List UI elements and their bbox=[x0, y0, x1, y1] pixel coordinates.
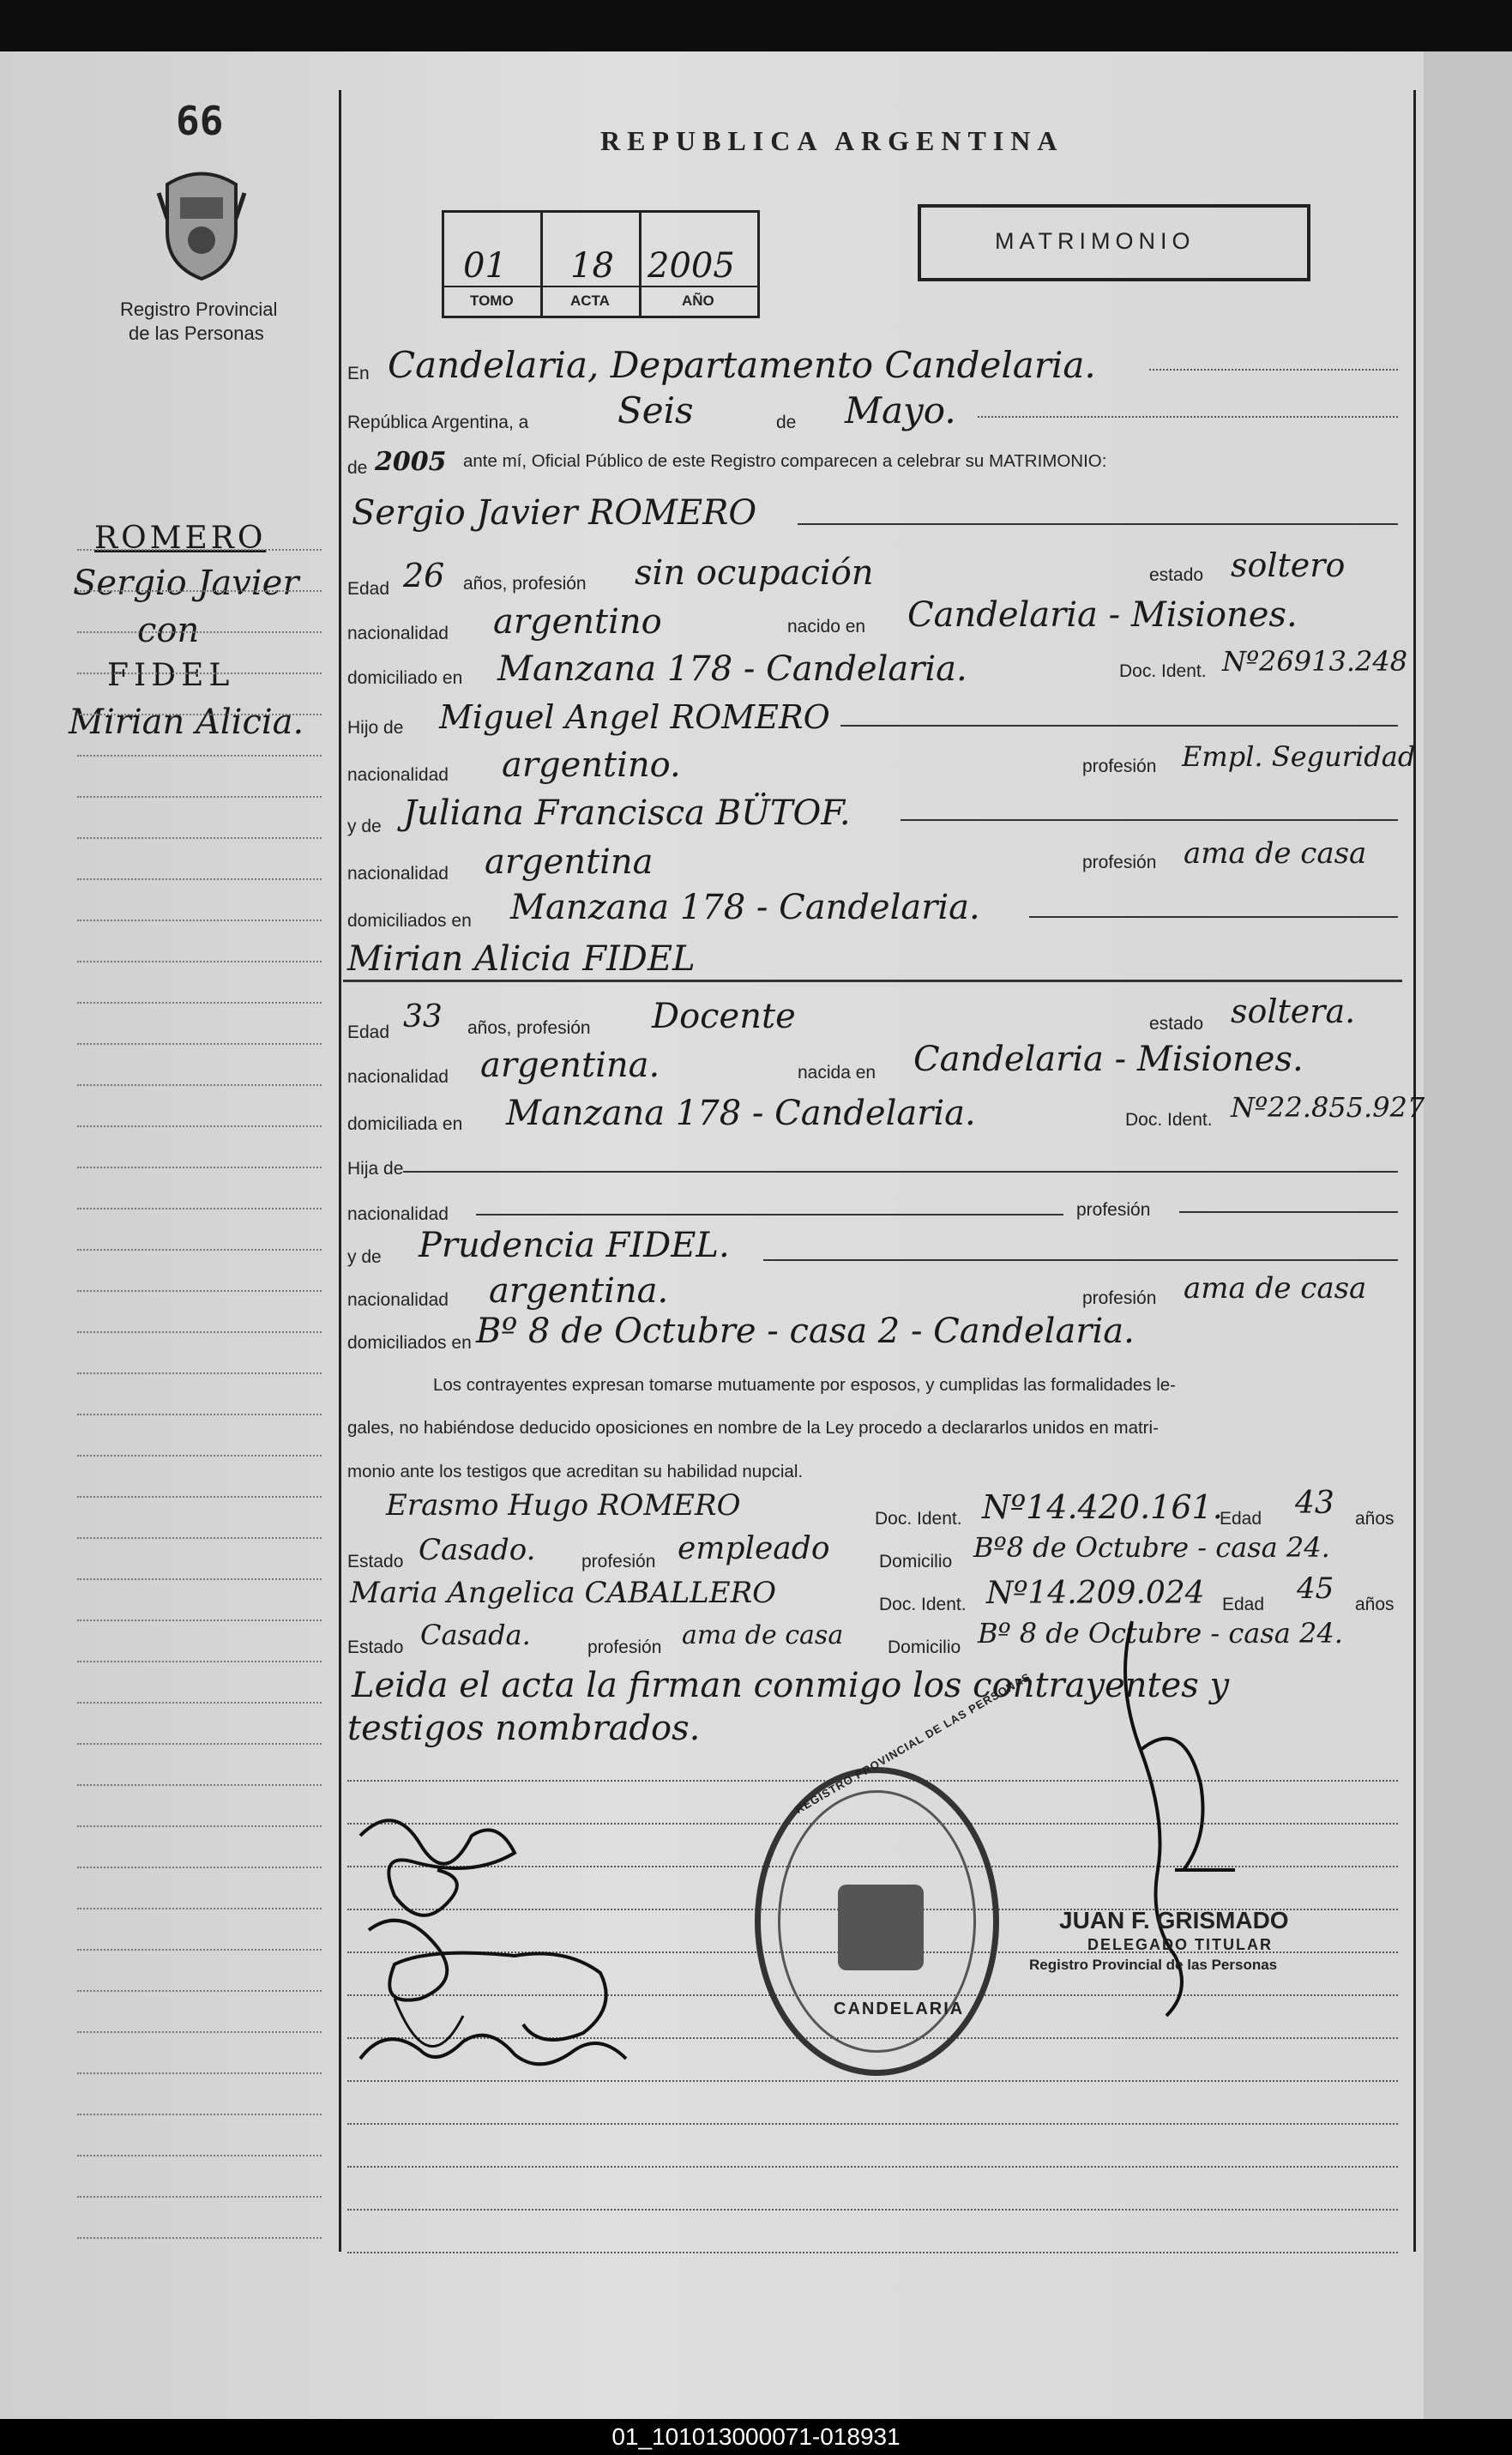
margin-connector: con bbox=[137, 611, 200, 650]
margin-ruled-line bbox=[77, 796, 322, 798]
label-en: En bbox=[347, 364, 370, 383]
anio-value: 2005 bbox=[648, 246, 735, 286]
margin-ruled-line bbox=[77, 631, 322, 633]
margin-ruled-line bbox=[77, 2155, 322, 2156]
witness2-status: Casada. bbox=[420, 1619, 531, 1651]
official-title: DELEGADO TITULAR bbox=[1087, 1936, 1273, 1953]
document-type: MATRIMONIO bbox=[995, 228, 1196, 254]
closing-line2: testigos nombrados. bbox=[347, 1709, 701, 1748]
label-domiciliado: domiciliado en bbox=[347, 668, 463, 688]
label-w2-estado: Estado bbox=[347, 1638, 404, 1657]
margin-surname-bride: FIDEL bbox=[107, 658, 235, 693]
margin-ruled-line bbox=[77, 837, 322, 839]
label-domiciliada: domiciliada en bbox=[347, 1114, 463, 1134]
margin-ruled-line bbox=[77, 1455, 322, 1457]
witness2-name: Maria Angelica CABALLERO bbox=[350, 1576, 777, 1610]
witness1-name: Erasmo Hugo ROMERO bbox=[386, 1488, 741, 1523]
groom-status: soltero bbox=[1231, 546, 1346, 584]
groom-parents-address: Manzana 178 - Candelaria. bbox=[510, 888, 980, 927]
body-ruled-line bbox=[347, 2123, 1398, 2125]
country-title: REPUBLICA ARGENTINA bbox=[600, 125, 1064, 156]
margin-ruled-line bbox=[77, 1002, 322, 1004]
declaration-line1: Los contrayentes expresan tomarse mutuamente por esposos, y cumplidas las formalidades le- bbox=[433, 1375, 1176, 1395]
bride-mother: Prudencia FIDEL. bbox=[419, 1226, 730, 1265]
bride-nationality: argentina. bbox=[480, 1046, 660, 1085]
seal-bottom-text: CANDELARIA bbox=[834, 2000, 965, 2018]
witness2-doc: Nº14.209.024 bbox=[986, 1576, 1205, 1611]
bride-age: 33 bbox=[403, 999, 443, 1034]
margin-ruled-line bbox=[77, 2072, 322, 2074]
margin-divider-line bbox=[339, 90, 341, 2252]
place-of-celebration: Candelaria, Departamento Candelaria. bbox=[388, 344, 1096, 386]
label-domiciliados: domiciliados en bbox=[347, 911, 472, 931]
body-ruled-line bbox=[347, 2209, 1398, 2211]
margin-ruled-line bbox=[77, 2237, 322, 2239]
body-ruled-line bbox=[347, 2252, 1398, 2253]
margin-ruled-line bbox=[77, 673, 322, 674]
label-nacido-en: nacido en bbox=[787, 617, 866, 636]
declaration-line2: gales, no habiéndose deducido oposiciones en nombre de la Ley procedo a declararlos unidos en matri- bbox=[347, 1418, 1159, 1438]
label-w2-anos: años bbox=[1355, 1595, 1395, 1614]
witness1-address: Bº8 de Octubre - casa 24. bbox=[973, 1531, 1330, 1564]
margin-ruled-line bbox=[77, 1249, 322, 1251]
signatures-contrayentes bbox=[343, 1801, 669, 2093]
official-seal bbox=[755, 1669, 1033, 2076]
seal-top-text: REGISTRO PROVINCIAL DE LAS PERSONAS bbox=[792, 1669, 1033, 1817]
margin-ruled-line bbox=[77, 1167, 322, 1168]
witness2-age: 45 bbox=[1297, 1571, 1334, 1606]
celebration-month: Mayo. bbox=[845, 389, 956, 431]
celebration-day: Seis bbox=[617, 389, 694, 431]
bride-profession: Docente bbox=[652, 997, 796, 1036]
label-republica: República Argentina, a bbox=[347, 413, 529, 432]
label-father-profession: profesión bbox=[1082, 757, 1157, 776]
margin-ruled-line bbox=[77, 2031, 322, 2033]
groom-address: Manzana 178 - Candelaria. bbox=[497, 649, 967, 689]
label-nacida-en: nacida en bbox=[798, 1063, 876, 1083]
label-bride-estado: estado bbox=[1149, 1014, 1204, 1034]
label-bride-doc: Doc. Ident. bbox=[1125, 1110, 1213, 1130]
groom-birthplace: Candelaria - Misiones. bbox=[907, 595, 1298, 635]
mother-nationality: argentina bbox=[485, 842, 654, 882]
label-w2-domicilio: Domicilio bbox=[888, 1638, 961, 1657]
label-doc: Doc. Ident. bbox=[1119, 661, 1207, 681]
label-w1-estado: Estado bbox=[347, 1552, 404, 1571]
margin-ruled-line bbox=[77, 2114, 322, 2115]
margin-ruled-line bbox=[77, 1043, 322, 1045]
label-hija: Hija de bbox=[347, 1159, 404, 1179]
margin-ruled-line bbox=[77, 590, 322, 592]
margin-ruled-line bbox=[77, 1867, 322, 1868]
margin-ruled-line bbox=[77, 1496, 322, 1498]
margin-ruled-line bbox=[77, 920, 322, 921]
registry-name-line2: de las Personas bbox=[129, 323, 264, 344]
declaration-line3: monio ante los testigos que acreditan su habilidad nupcial. bbox=[347, 1462, 804, 1481]
witness2-address: Bº 8 de Octubre - casa 24. bbox=[978, 1617, 1343, 1650]
tomo-label: TOMO bbox=[470, 293, 514, 309]
margin-ruled-line bbox=[77, 714, 322, 715]
margin-ruled-line bbox=[77, 1290, 322, 1292]
seal-emblem-icon bbox=[838, 1885, 924, 1970]
margin-ruled-line bbox=[77, 1661, 322, 1662]
body-ruled-line bbox=[347, 2166, 1398, 2168]
margin-ruled-line bbox=[77, 1949, 322, 1951]
label-bride-edad: Edad bbox=[347, 1022, 390, 1042]
acta-label: ACTA bbox=[570, 293, 610, 309]
register-page bbox=[0, 51, 1512, 2419]
registry-name-line1: Registro Provincial bbox=[120, 299, 278, 320]
label-bride-father-profession: profesión bbox=[1076, 1200, 1151, 1220]
witness1-status: Casado. bbox=[419, 1533, 536, 1567]
bride-birthplace: Candelaria - Misiones. bbox=[913, 1040, 1304, 1079]
margin-ruled-line bbox=[77, 1702, 322, 1704]
margin-ruled-line bbox=[77, 1414, 322, 1415]
label-bride-profesion: años, profesión bbox=[467, 1018, 591, 1038]
margin-name-bride: Mirian Alicia. bbox=[69, 703, 304, 742]
official-name: JUAN F. GRISMADO bbox=[1059, 1907, 1289, 1933]
label-bride-mother-nationality: nacionalidad bbox=[347, 1290, 449, 1310]
margin-ruled-line bbox=[77, 878, 322, 880]
margin-ruled-line bbox=[77, 1331, 322, 1333]
groom-profession: sin ocupación bbox=[635, 553, 874, 593]
bride-address: Manzana 178 - Candelaria. bbox=[506, 1094, 976, 1133]
anio-label: AÑO bbox=[682, 293, 714, 309]
groom-age: 26 bbox=[403, 557, 445, 594]
groom-nationality: argentino bbox=[493, 602, 662, 642]
official-office: Registro Provincial de las Personas bbox=[1029, 1957, 1278, 1973]
label-w2-doc: Doc. Ident. bbox=[879, 1595, 967, 1614]
witness1-doc: Nº14.420.161. bbox=[982, 1488, 1223, 1526]
witness2-profession: ama de casa bbox=[682, 1620, 844, 1650]
groom-doc: Nº26913.248 bbox=[1222, 645, 1408, 678]
label-w1-profesion: profesión bbox=[581, 1552, 656, 1571]
margin-ruled-line bbox=[77, 1825, 322, 1827]
label-w1-domicilio: Domicilio bbox=[879, 1552, 953, 1571]
label-w1-edad: Edad bbox=[1220, 1509, 1262, 1529]
margin-ruled-line bbox=[77, 1908, 322, 1909]
label-hijo: Hijo de bbox=[347, 718, 404, 738]
label-mother-nationality: nacionalidad bbox=[347, 864, 449, 884]
margin-ruled-line bbox=[77, 1990, 322, 1992]
father-profession: Empl. Seguridad bbox=[1182, 740, 1416, 773]
label-y-de: y de bbox=[347, 817, 382, 836]
margin-ruled-line bbox=[77, 549, 322, 551]
groom-name: Sergio Javier ROMERO bbox=[352, 493, 757, 533]
label-nacionalidad: nacionalidad bbox=[347, 624, 449, 643]
groom-father: Miguel Angel ROMERO bbox=[439, 698, 830, 736]
margin-ruled-line bbox=[77, 1372, 322, 1374]
label-father-nationality: nacionalidad bbox=[347, 765, 449, 785]
label-w2-profesion: profesión bbox=[587, 1638, 662, 1657]
margin-ruled-line bbox=[77, 1537, 322, 1539]
witness1-profession: empleado bbox=[678, 1531, 830, 1566]
margin-surname-groom: ROMERO bbox=[94, 521, 267, 556]
margin-ruled-line bbox=[77, 961, 322, 962]
margin-name-groom: Sergio Javier bbox=[73, 564, 299, 603]
label-bride-nacionalidad: nacionalidad bbox=[347, 1067, 449, 1087]
image-footer-code: 01_101013000071-018931 bbox=[0, 2419, 1512, 2455]
coat-of-arms-icon bbox=[150, 167, 253, 283]
closing-line1: Leida el acta la firman conmigo los contrayentes y bbox=[352, 1666, 1230, 1705]
margin-ruled-line bbox=[77, 1620, 322, 1621]
bride-parents-address: Bº 8 de Octubre - casa 2 - Candelaria. bbox=[476, 1312, 1135, 1351]
margin-ruled-line bbox=[77, 1743, 322, 1745]
mother-profession: ama de casa bbox=[1184, 836, 1367, 871]
label-estado: estado bbox=[1149, 565, 1204, 585]
bride-mother-nationality: argentina. bbox=[489, 1271, 669, 1311]
groom-mother: Juliana Francisca BÜTOF. bbox=[403, 793, 851, 833]
margin-ruled-line bbox=[77, 1084, 322, 1086]
bride-doc: Nº22.855.927 bbox=[1231, 1091, 1425, 1124]
label-mother-profession: profesión bbox=[1082, 853, 1157, 872]
margin-ruled-line bbox=[77, 1784, 322, 1786]
label-anos-profesion: años, profesión bbox=[463, 574, 587, 594]
label-w1-doc: Doc. Ident. bbox=[875, 1509, 962, 1529]
margin-ruled-line bbox=[77, 1125, 322, 1127]
margin-ruled-line bbox=[77, 1578, 322, 1580]
label-w2-edad: Edad bbox=[1222, 1595, 1265, 1614]
label-bride-domiciliados: domiciliados en bbox=[347, 1333, 472, 1353]
margin-ruled-line bbox=[77, 2196, 322, 2198]
witness1-age: 43 bbox=[1295, 1486, 1334, 1521]
label-bride-mother-profession: profesión bbox=[1082, 1288, 1157, 1308]
margin-ruled-line bbox=[77, 1208, 322, 1209]
label-edad: Edad bbox=[347, 579, 390, 599]
label-w1-anos: años bbox=[1355, 1509, 1395, 1529]
page-number: 66 bbox=[176, 98, 224, 144]
bride-name: Mirian Alicia FIDEL bbox=[347, 939, 696, 979]
bride-mother-profession: ama de casa bbox=[1184, 1271, 1367, 1306]
acta-value: 18 bbox=[570, 246, 614, 286]
label-de: de bbox=[776, 413, 797, 432]
right-frame-line bbox=[1413, 90, 1416, 2252]
label-bride-y-de: y de bbox=[347, 1247, 382, 1267]
label-de-year: de bbox=[347, 458, 368, 478]
label-bride-father-nationality: nacionalidad bbox=[347, 1204, 449, 1224]
father-nationality: argentino. bbox=[502, 745, 681, 785]
tomo-value: 01 bbox=[463, 246, 507, 286]
celebration-year: 2005 bbox=[375, 447, 447, 477]
bride-status: soltera. bbox=[1231, 992, 1356, 1030]
intro-text: ante mí, Oficial Público de este Registro comparecen a celebrar su MATRIMONIO: bbox=[463, 451, 1107, 471]
page-edge bbox=[1424, 51, 1512, 2419]
margin-ruled-line bbox=[77, 755, 322, 757]
